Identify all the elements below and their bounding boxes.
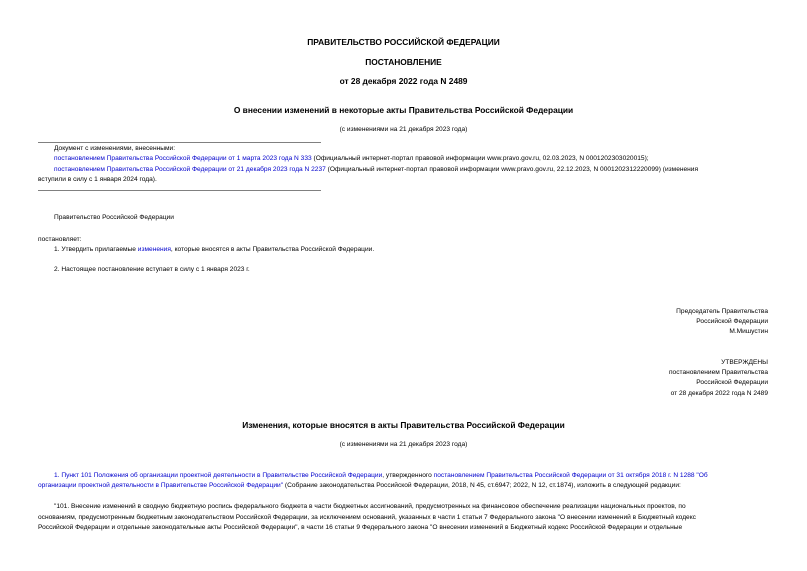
annex-item-1-text: , утвержденного	[382, 472, 434, 479]
paragraph-1	[54, 246, 374, 253]
approval-line-4: от 28 декабря 2022 года N 2489	[670, 390, 768, 397]
amendment-link-333[interactable]: постановлением Правительства Российской Федерации от 1 марта 2023 года N 333	[54, 155, 312, 162]
annex-item-1-tail: (Собрание законодательства Российской Федерации, 2018, N 45, ст.6947; 2022, N 12, ст.1874), изложить в следующей редакции:	[283, 482, 681, 489]
changes-bottom-rule	[38, 190, 321, 191]
document-title: О внесении изменений в некоторые акты Правительства Российской Федерации	[233, 105, 574, 115]
amendment-source-2237: (Официальный интернет-портал правовой информации www.pravo.gov.ru, 22.12.2023, N 0001202312220099) (изменения	[325, 166, 699, 173]
amendment-source-333: (Официальный интернет-портал правовой информации www.pravo.gov.ru, 02.03.2023, N 0001202303020015);	[311, 155, 649, 162]
quoted-paragraph-line-3: Российской Федерации и отдельные законодательные акты Российской Федерации", в части 16 статьи 9 Федерального закона "О внесении изменений в Бюджетный кодекс Российской Федерации и отдельные	[38, 524, 683, 531]
decides-line: постановляет:	[38, 236, 82, 243]
changes-item-1	[54, 155, 649, 162]
document-date-number: от 28 декабря 2022 года N 2489	[339, 76, 468, 86]
changes-item-2-continued: вступили в силу с 1 января 2024 года).	[38, 176, 157, 183]
annex-item-1-line-2	[38, 482, 681, 489]
annex-item-1-line-1	[54, 472, 708, 479]
signature-name: М.Мишустин	[729, 328, 768, 335]
changes-intro: Документ с изменениями, внесенными:	[54, 145, 176, 152]
changes-top-rule	[38, 142, 321, 143]
signature-title-2: Российской Федерации	[696, 318, 768, 325]
resolution-1288-link[interactable]: постановлением Правительства Российской Федерации от 31 октября 2018 г. N 1288 "Об	[433, 472, 708, 479]
paragraph-2: 2. Настоящее постановление вступает в силу с 1 января 2023 г.	[54, 266, 250, 273]
regulation-link[interactable]: 1. Пункт 101 Положения об организации проектной деятельности в Правительстве Российской Федерации	[54, 472, 383, 479]
amendment-link-2237[interactable]: постановлением Правительства Российской Федерации от 21 декабря 2023 года N 2237	[54, 166, 326, 173]
paragraph-1-start: 1. Утвердить прилагаемые	[54, 246, 138, 253]
quoted-paragraph-line-1: "101. Внесение изменений в сводную бюджетную роспись федерального бюджета в части бюджетных ассигнований, предусмотренных на финансовое обеспечение реализации национальных проектов, по	[54, 503, 686, 510]
approval-heading: УТВЕРЖДЕНЫ	[721, 359, 768, 366]
changes-link[interactable]: изменения	[137, 246, 171, 253]
quoted-paragraph-line-2: основаниям, предусмотренным бюджетным законодательством Российской Федерации, за исключением оснований, указанных в части 1 статьи 7 Федерального закона "О внесении изменений в Бюджетный кодекс	[38, 514, 696, 521]
approval-line-2: постановлением Правительства	[668, 369, 768, 376]
revision-note: (с изменениями на 21 декабря 2023 года)	[339, 126, 468, 133]
document-type-heading: ПОСТАНОВЛЕНИЕ	[365, 57, 442, 67]
annex-revision-note: (с изменениями на 21 декабря 2023 года)	[339, 441, 468, 448]
changes-item-2	[54, 166, 698, 173]
approval-line-3: Российской Федерации	[696, 379, 768, 386]
government-heading: ПРАВИТЕЛЬСТВО РОССИЙСКОЙ ФЕДЕРАЦИИ	[307, 37, 500, 47]
annex-title: Изменения, которые вносятся в акты Правительства Российской Федерации	[242, 420, 565, 430]
issuer-line: Правительство Российской Федерации	[54, 214, 174, 221]
signature-title-1: Председатель Правительства	[676, 308, 768, 315]
resolution-1288-link-continued[interactable]: организации проектной деятельности в Правительстве Российской Федерации"	[38, 482, 284, 489]
paragraph-1-end: , которые вносятся в акты Правительства Российской Федерации.	[170, 246, 375, 253]
